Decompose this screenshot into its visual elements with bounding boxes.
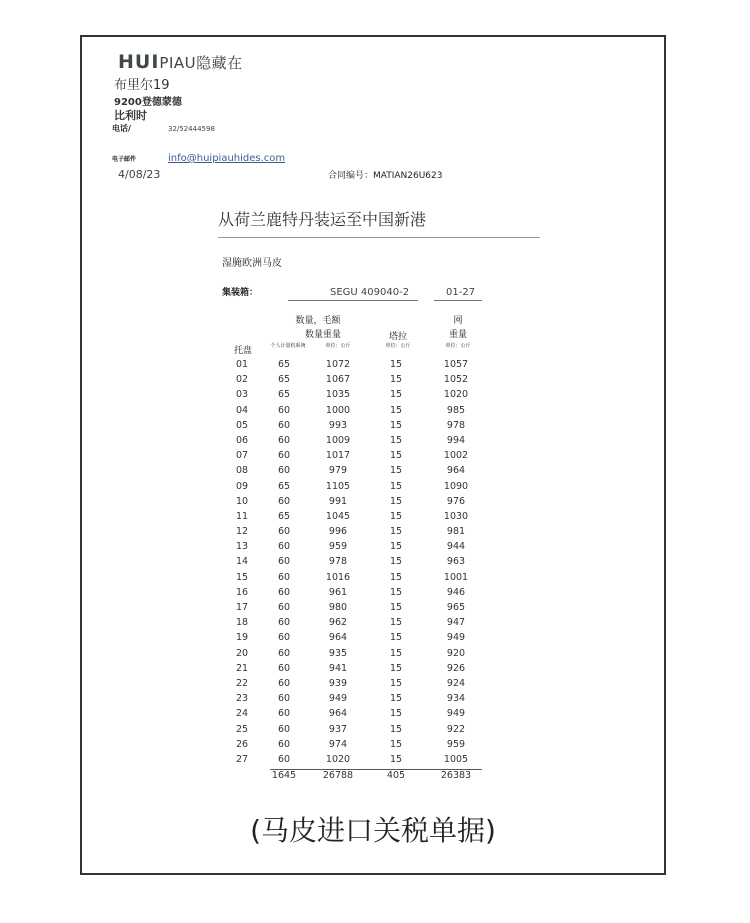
pallet-cell: 10 [235,495,249,507]
tare-cell: 15 [389,677,403,689]
net-cell: 949 [446,708,466,720]
table-row [222,617,482,632]
net-cell: 947 [446,617,466,629]
qty-cell: 65 [277,359,291,370]
net-cell: 1090 [443,480,469,492]
qty-cell: 60 [277,586,291,598]
qty-cell: 60 [277,738,291,750]
contract-number: 合同编号：MATIAN26U623 [328,171,443,181]
gross-cell: 949 [328,693,348,705]
table-row [222,450,482,465]
table-row [222,602,482,617]
gross-cell: 964 [328,708,348,720]
qty-cell: 65 [277,374,291,386]
net-cell: 926 [446,662,466,674]
pallet-cell: 03 [235,389,249,401]
address-street: 布里尔19 [114,78,170,93]
qty-cell: 60 [277,450,291,462]
gross-cell: 1017 [325,450,351,462]
pallet-cell: 01 [235,359,249,370]
gross-cell: 1105 [325,480,351,492]
table-row [222,465,482,480]
pallet-cell: 06 [235,434,249,446]
table-row [222,708,482,723]
qty-cell: 60 [277,723,291,735]
phone-value: 32/52444598 [168,125,215,133]
tare-cell: 15 [389,404,403,416]
gross-cell: 1067 [325,374,351,386]
qty-cell: 60 [277,632,291,644]
totals-row [222,770,482,785]
net-cell: 959 [446,738,466,750]
qty-cell: 60 [277,419,291,431]
gross-cell: 941 [328,662,348,674]
tare-cell: 15 [389,617,403,629]
address-city: 9200登德蒙德 [114,97,182,108]
tare-cell: 15 [389,753,403,765]
qty-cell: 65 [277,480,291,492]
container-underline [288,300,418,301]
pallet-cell: 21 [235,662,249,674]
qty-cell: 60 [277,404,291,416]
pallet-cell: 13 [235,541,249,553]
address-country: 比利时 [114,109,147,122]
qty-cell: 60 [277,556,291,568]
qty-cell: 60 [277,434,291,446]
qty-cell: 60 [277,677,291,689]
gross-cell: 1016 [325,571,351,583]
table-row [222,556,482,571]
table-row [222,481,482,496]
table-row [222,541,482,556]
table-row [222,663,482,678]
pallet-cell: 24 [235,708,249,720]
container-number: SEGU 409040-2 [330,287,410,298]
net-cell: 1057 [443,359,469,370]
gross-cell: 996 [328,526,348,538]
pallet-cell: 05 [235,419,249,431]
net-cell: 924 [446,677,466,689]
net-cell: 1052 [443,374,469,386]
qty-cell: 60 [277,526,291,538]
qty-cell: 60 [277,662,291,674]
qty-cell: 60 [277,708,291,720]
tare-cell: 15 [389,693,403,705]
gross-unit-header: 单位：公斤 [325,343,351,349]
pallet-cell: 22 [235,677,249,689]
qty-cell: 60 [277,753,291,765]
tare-cell: 15 [389,602,403,613]
pallet-cell: 15 [235,571,249,583]
pallet-header: 托盘 [233,346,252,356]
tare-cell: 15 [389,571,403,583]
goods-description: 湿腌欧洲马皮 [222,258,282,269]
total-qty: 1645 [271,770,297,781]
tare-cell: 15 [389,556,403,568]
net-cell: 994 [446,434,466,446]
table-row [222,526,482,541]
pallet-cell: 27 [235,753,249,765]
gross-cell: 980 [328,602,348,613]
pallet-cell: 26 [235,738,249,750]
email-label: 电子邮件 [112,156,137,163]
total-gross: 26788 [322,770,354,781]
gross-cell: 978 [328,556,348,568]
net-cell: 949 [446,632,466,644]
gross-cell: 959 [328,541,348,553]
gross-cell: 1035 [325,389,351,401]
net-header-top: 网 [453,316,463,326]
table-row [222,359,482,374]
table-row [222,648,482,663]
tare-cell: 15 [389,723,403,735]
pallet-cell: 14 [235,556,249,568]
tare-cell: 15 [389,647,403,659]
document-frame [80,35,666,875]
container-label: 集装箱： [222,288,259,298]
total-net: 26383 [440,770,472,781]
qty-cell: 65 [277,510,291,522]
net-cell: 920 [446,647,466,659]
tare-cell: 15 [389,419,403,431]
tare-cell: 15 [389,359,403,370]
gross-cell: 935 [328,647,348,659]
tare-cell: 15 [389,389,403,401]
weight-table [222,359,482,769]
qty-unit-header: 个人计量机系统 [270,343,306,349]
net-cell: 934 [446,693,466,705]
pallet-cell: 12 [235,526,249,538]
gross-cell: 1045 [325,510,351,522]
net-cell: 1020 [443,389,469,401]
shipment-title: 从荷兰鹿特丹装运至中国新港 [218,210,427,229]
qty-cell: 60 [277,465,291,477]
tare-header: 塔拉 [388,332,407,342]
net-cell: 946 [446,586,466,598]
table-row [222,754,482,769]
net-unit-header: 单位：公斤 [445,343,471,349]
document-date: 4/08/23 [118,168,161,181]
gross-cell: 939 [328,677,348,689]
gross-cell: 1072 [325,359,351,370]
sequence-underline [434,300,482,301]
pallet-cell: 02 [235,374,249,386]
net-cell: 965 [446,602,466,613]
gross-cell: 1009 [325,434,351,446]
pallet-cell: 16 [235,586,249,598]
tare-cell: 15 [389,495,403,507]
tare-unit-header: 单位：公斤 [385,343,411,349]
table-row [222,739,482,754]
tare-cell: 15 [389,662,403,674]
gross-cell: 961 [328,586,348,598]
table-row [222,405,482,420]
net-cell: 922 [446,723,466,735]
gross-cell: 1020 [325,753,351,765]
pallet-cell: 18 [235,617,249,629]
table-row [222,572,482,587]
pallet-cell: 23 [235,693,249,705]
pallet-cell: 20 [235,647,249,659]
tare-cell: 15 [389,586,403,598]
phone-label: 电话/ [112,124,131,133]
table-row [222,678,482,693]
table-row [222,435,482,450]
tare-cell: 15 [389,510,403,522]
pallet-cell: 25 [235,723,249,735]
tare-cell: 15 [389,465,403,477]
net-cell: 1030 [443,510,469,522]
table-row [222,724,482,739]
title-divider [218,237,540,238]
gross-cell: 974 [328,738,348,750]
company-logo [118,51,243,73]
qty-cell: 60 [277,693,291,705]
logo-text: PIAU隐藏在 [159,54,243,72]
table-row [222,693,482,708]
tare-cell: 15 [389,708,403,720]
tare-cell: 15 [389,541,403,553]
net-cell: 985 [446,404,466,416]
net-weight-header: 重量 [448,330,467,340]
tare-cell: 15 [389,480,403,492]
net-cell: 964 [446,465,466,477]
gross-cell: 991 [328,495,348,507]
pallet-cell: 17 [235,602,249,613]
document-caption: (马皮进口关税单据) [250,814,496,847]
tare-cell: 15 [389,450,403,462]
table-row [222,374,482,389]
total-tare: 405 [386,770,406,781]
qty-cell: 60 [277,647,291,659]
tare-cell: 15 [389,374,403,386]
qty-cell: 60 [277,495,291,507]
gross-cell: 962 [328,617,348,629]
gross-cell: 979 [328,465,348,477]
gross-cell: 964 [328,632,348,644]
pallet-cell: 07 [235,450,249,462]
net-cell: 976 [446,495,466,507]
table-row [222,496,482,511]
pallet-cell: 08 [235,465,249,477]
gross-cell: 993 [328,419,348,431]
gross-cell: 1000 [325,404,351,416]
table-row [222,420,482,435]
net-cell: 1005 [443,753,469,765]
qty-cell: 60 [277,602,291,613]
email-link[interactable]: info@huipiauhides.com [168,153,286,164]
qty-cell: 60 [277,571,291,583]
net-cell: 963 [446,556,466,568]
gross-cell: 937 [328,723,348,735]
table-row [222,511,482,526]
table-row [222,389,482,404]
qty-weight-header: 数量重量 [304,330,341,340]
net-cell: 944 [446,541,466,553]
table-row [222,632,482,647]
pallet-cell: 04 [235,404,249,416]
net-cell: 978 [446,419,466,431]
net-cell: 1002 [443,450,469,462]
qty-cell: 60 [277,617,291,629]
tare-cell: 15 [389,738,403,750]
logo-mark: HUI [118,51,160,73]
qty-gross-header-top: 数量，毛额 [295,316,341,326]
pallet-cell: 19 [235,632,249,644]
tare-cell: 15 [389,526,403,538]
qty-cell: 65 [277,389,291,401]
pallet-cell: 11 [235,510,249,522]
tare-cell: 15 [389,632,403,644]
qty-cell: 60 [277,541,291,553]
net-cell: 981 [446,526,466,538]
tare-cell: 15 [389,434,403,446]
table-row [222,587,482,602]
net-cell: 1001 [443,571,469,583]
container-sequence: 01-27 [446,287,476,298]
pallet-cell: 09 [235,480,249,492]
